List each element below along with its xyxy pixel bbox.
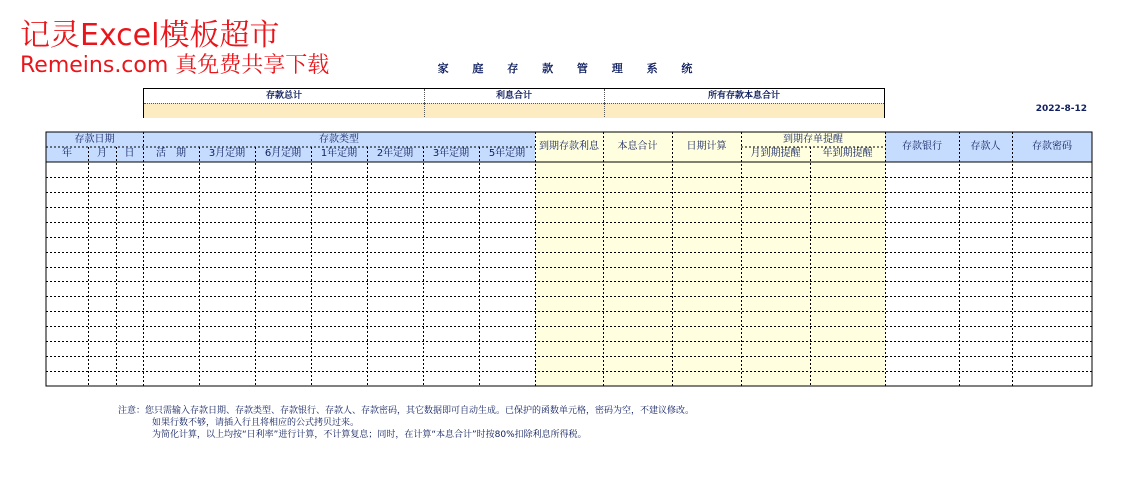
- header-reminder: 到期存单提醒: [783, 134, 843, 145]
- col-due-interest: 到期存款利息: [539, 141, 599, 152]
- header-deposit-date: 存款日期: [74, 134, 115, 145]
- col-principal-interest: 本息合计: [617, 141, 658, 152]
- col-1year: 1年定期: [320, 148, 358, 159]
- computed-columns-bg: [535, 162, 885, 386]
- col-date-calc: 日期计算: [686, 141, 727, 152]
- col-5year: 5年定期: [488, 148, 526, 159]
- col-demand: 活 期: [156, 148, 186, 159]
- note-line-1: 注意：您只需输入存款日期、存款类型、存款银行、存款人、存款密码，其它数据即可自动生成。已保护的函数单元格，密码为空，不建议修改。: [118, 406, 695, 416]
- col-2year: 2年定期: [376, 148, 414, 159]
- col-password: 存款密码: [1032, 141, 1072, 152]
- col-month: 月: [97, 148, 107, 159]
- header-deposit-type: 存款类型: [319, 134, 359, 145]
- deposit-total-label: 存款总计: [265, 91, 302, 101]
- col-bank: 存款银行: [902, 141, 942, 152]
- all-total-label: 所有存款本息合计: [707, 91, 780, 101]
- col-6month: 6月定期: [264, 148, 302, 159]
- col-3month: 3月定期: [208, 148, 246, 159]
- note-line-3: 为简化计算，以上均按“日利率”进行计算，不计算复息；同时，在计算“本息合计”时按80%扣除利息所得税。: [152, 430, 587, 440]
- watermark-title: 记灵Excel模板超市: [20, 18, 280, 53]
- watermark-subtitle: Remeins.com 真免费共享下载: [20, 53, 330, 78]
- col-3year: 3年定期: [432, 148, 470, 159]
- col-depositor: 存款人: [970, 141, 1001, 152]
- interest-total-label: 利息合计: [495, 91, 532, 101]
- col-year: 年: [62, 148, 72, 159]
- col-month-reminder: 月到期提醒: [750, 148, 801, 159]
- page-title: 家 庭 存 款 管 理 系 统: [437, 62, 703, 75]
- col-year-reminder: 年到期提醒: [822, 148, 873, 159]
- col-day: 日: [124, 148, 135, 159]
- note-line-2: 如果行数不够，请插入行且将相应的公式拷贝过来。: [152, 418, 360, 428]
- current-date: 2022-8-12: [1035, 104, 1087, 114]
